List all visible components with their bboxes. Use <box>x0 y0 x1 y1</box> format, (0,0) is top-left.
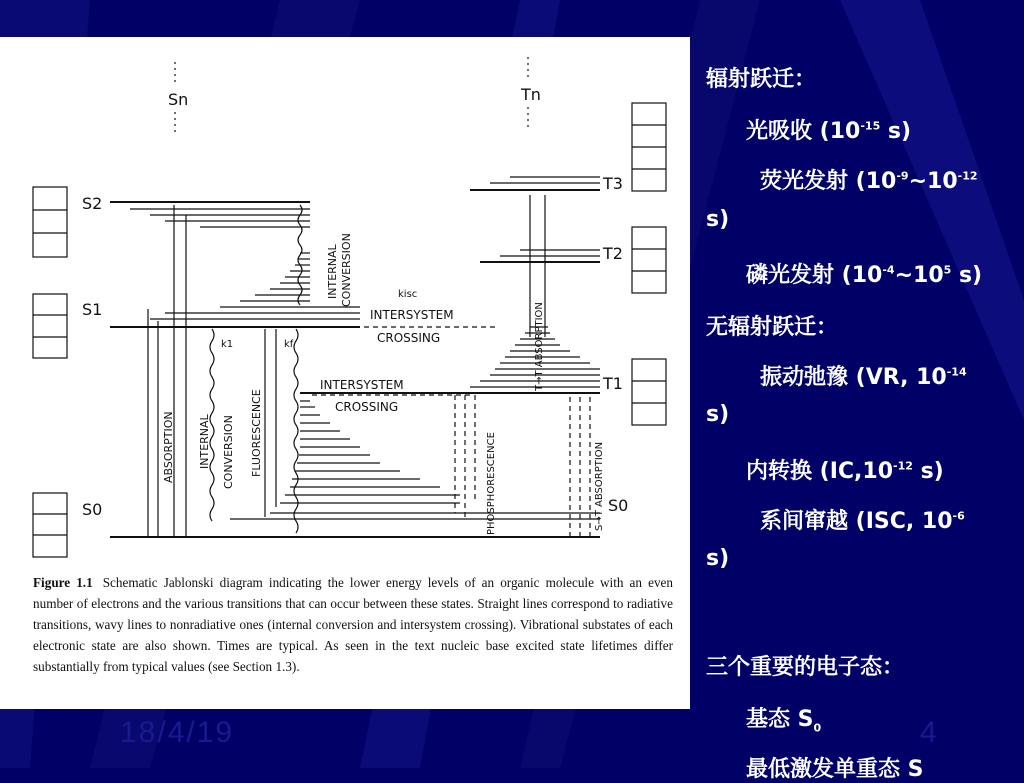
isc-exp: -6 <box>952 509 965 523</box>
light-absorption-text: 光吸收 (10 <box>746 119 861 144</box>
isc-a: 系间窜越 (ISC, 10 <box>760 509 953 534</box>
caption-text: Schematic Jablonski diagram indicating the lower energy levels of an organic molecule with an even number of electrons and the various transitions that can occur between these states. Straight lines correspond to radiative transitions, wavy lines to nonradiative ones (internal conversion and intersystem crossing). Vibrational substates of each electronic state are also shown. Times are typical. As seen in the text nucleic base excited state lifetimes differ substantially from typical values (see Section 1.3). <box>33 575 673 674</box>
ground-state-text: 基态 S <box>746 707 814 732</box>
label-tt-absorption: T→T ABSORPTION <box>534 302 545 391</box>
label-t2: T2 <box>603 244 623 263</box>
fluorescence-c: s) <box>706 207 730 232</box>
label-k1: k1 <box>221 339 234 350</box>
fluorescence-exp1: -9 <box>896 169 909 183</box>
phosphorescence-exp1: -4 <box>882 263 895 277</box>
fluorescence-b: ~10 <box>908 169 958 194</box>
vr-a: 振动弛豫 (VR, 10 <box>760 365 947 390</box>
label-kf: kf <box>284 339 294 350</box>
phosphorescence-a: 磷光发射 (10 <box>746 263 883 288</box>
figure-caption <box>33 572 673 677</box>
isc-c: s) <box>706 546 730 571</box>
label-fluorescence: FLUORESCENCE <box>250 389 263 477</box>
label-isc-lower-2: CROSSING <box>335 400 399 414</box>
label-isc-upper-2: CROSSING <box>377 331 441 345</box>
fluorescence-exp2: -12 <box>957 169 978 183</box>
label-conversion-lower: CONVERSION <box>222 415 235 489</box>
label-s0-right: S0 <box>608 496 629 515</box>
isc-line <box>760 504 965 535</box>
vr-line <box>760 360 967 391</box>
phosphorescence-line <box>746 258 982 289</box>
ic-c: s) <box>912 459 944 484</box>
label-t3: T3 <box>603 174 623 193</box>
light-absorption-exp: -15 <box>860 119 881 133</box>
ground-state-sub: 0 <box>813 721 822 735</box>
label-kisc: kisc <box>398 289 418 300</box>
jablonski-diagram <box>0 37 690 597</box>
ground-state <box>746 702 821 734</box>
light-absorption-unit: s) <box>880 119 912 144</box>
label-s1: S1 <box>82 300 103 319</box>
label-phosphorescence: PHOSPHORESCENCE <box>486 432 497 535</box>
label-isc-upper-1: INTERSYSTEM <box>370 308 454 322</box>
label-s2: S2 <box>82 194 103 213</box>
fluorescence-line <box>760 164 978 195</box>
radiative-title: 辐射跃迁： <box>706 67 817 92</box>
lowest-singlet: 最低激发单重态 S <box>746 757 924 782</box>
label-absorption: ABSORPTION <box>162 411 175 483</box>
phosphorescence-c: s) <box>951 263 983 288</box>
vr-exp: -14 <box>946 365 967 379</box>
caption-label: Figure 1.1 <box>33 575 93 590</box>
jablonski-figure <box>0 37 690 709</box>
slide-date: 18/4/19 <box>120 716 235 749</box>
label-st-absorption: S→T ABSORPTION <box>594 441 605 531</box>
label-isc-lower-1: INTERSYSTEM <box>320 378 404 392</box>
label-tn: Tn <box>521 85 541 104</box>
phosphorescence-b: ~10 <box>894 263 944 288</box>
label-internal-conversion-upper-1: INTERNAL <box>326 244 339 299</box>
label-s0-left: S0 <box>82 500 103 519</box>
nonradiative-title: 无辐射跃迁： <box>706 315 839 340</box>
ic-line <box>746 454 944 485</box>
vr-c: s) <box>706 402 730 427</box>
slide-number: 4 <box>920 716 937 749</box>
label-t1: T1 <box>603 374 623 393</box>
phosphorescence-exp2: 5 <box>943 263 952 277</box>
fluorescence-a: 荧光发射 (10 <box>760 169 897 194</box>
light-absorption <box>746 114 911 145</box>
states-title: 三个重要的电子态： <box>706 655 905 680</box>
label-internal-conversion-upper-2: CONVERSION <box>340 233 353 307</box>
ic-a: 内转换 (IC,10 <box>746 459 894 484</box>
ic-exp: -12 <box>893 459 913 473</box>
label-sn: Sn <box>168 90 189 109</box>
label-internal-lower: INTERNAL <box>198 414 211 469</box>
